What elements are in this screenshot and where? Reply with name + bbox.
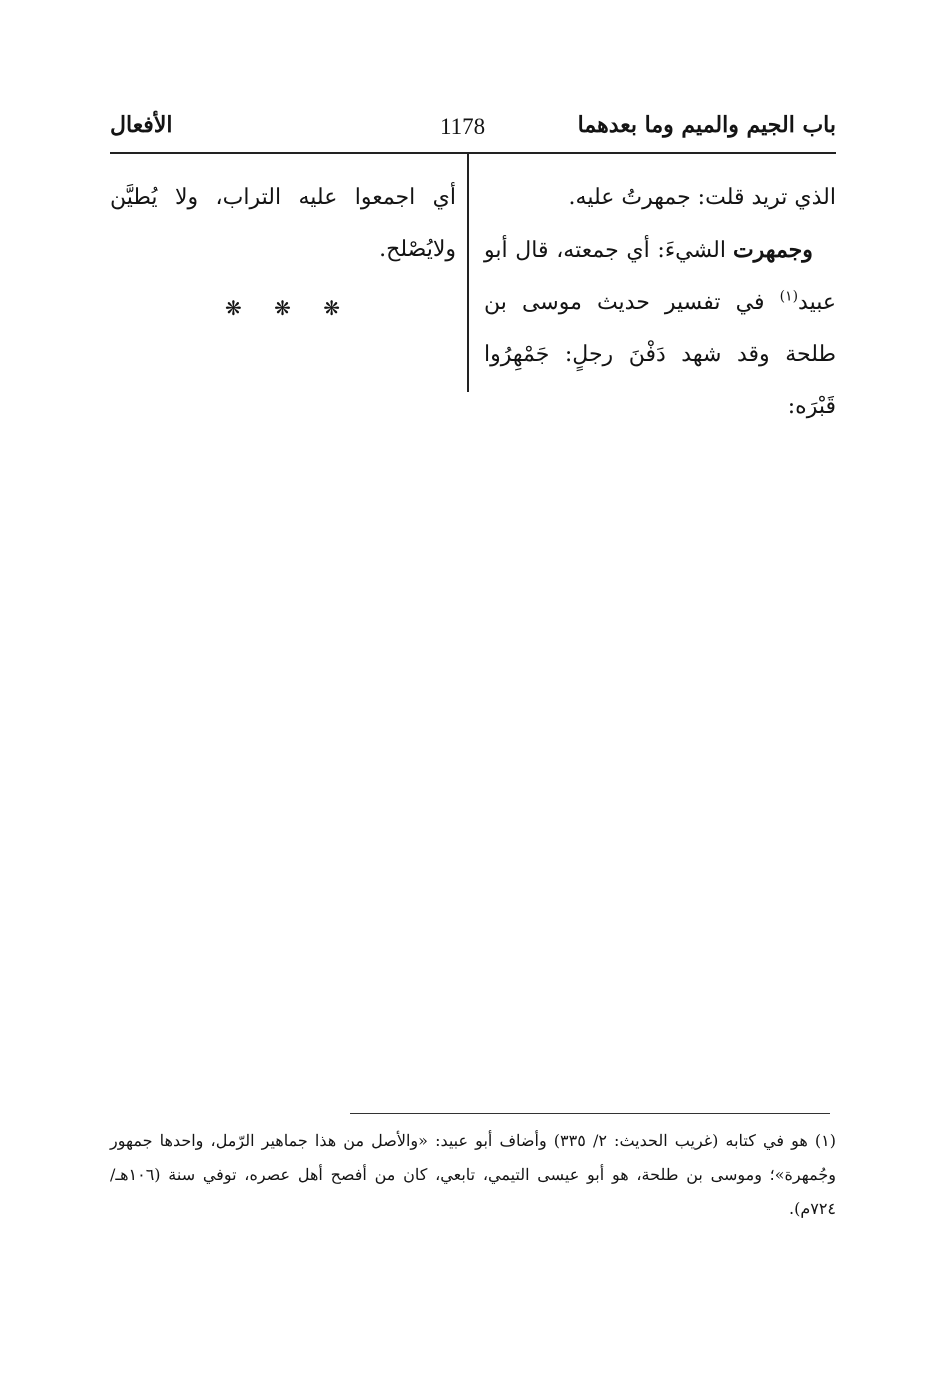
section-separator — [225, 296, 340, 320]
header-rule — [110, 152, 836, 154]
running-header — [110, 108, 836, 148]
entry-headword: وجمهرت — [732, 237, 813, 263]
star-ornament: ❋ — [274, 296, 291, 320]
paragraph-text: أي اجمعوا عليه التراب، ولا يُطيَّن ولايُصْلح. — [110, 185, 456, 262]
paragraph — [484, 172, 836, 224]
left-column — [110, 172, 456, 276]
paragraph-text: الشيءَ: أي جمعته، قال أبو عبيد — [484, 238, 836, 315]
chapter-title: باب الجيم والميم وما بعدهما — [577, 112, 836, 138]
star-ornament: ❋ — [323, 296, 340, 320]
footnote: (١) هو في كتابه (غريب الحديث: ٢/ ٣٣٥) وأضاف أبو عبيد: «والأصل من هذا جماهير الرّمل، واحدها جمهور وجُمهرة»؛ وموسى بن طلحة، هو أبو عيسى التيمي، تابعي، كان من أفصح أهل عصره، توفي سنة (١٠٦هـ/ ٧٢٤م). — [110, 1131, 836, 1218]
section-title: الأفعال — [110, 112, 173, 138]
paragraph — [110, 172, 456, 276]
footnote-rule — [350, 1113, 830, 1114]
star-ornament: ❋ — [225, 296, 242, 320]
footnote-ref: (١) — [779, 288, 799, 305]
column-divider — [467, 154, 469, 392]
paragraph-text: في تفسير حديث موسى بن طلحة وقد شهد دَفْنَ رجلٍ: جَمْهِرُوا قَبْرَه: — [484, 290, 836, 419]
footnotes — [110, 1124, 836, 1226]
paragraph-text: الذي تريد قلت: جمهرتُ عليه. — [568, 185, 836, 210]
page-number: 1178 — [440, 114, 486, 139]
paragraph — [484, 224, 836, 433]
right-column — [484, 172, 836, 433]
